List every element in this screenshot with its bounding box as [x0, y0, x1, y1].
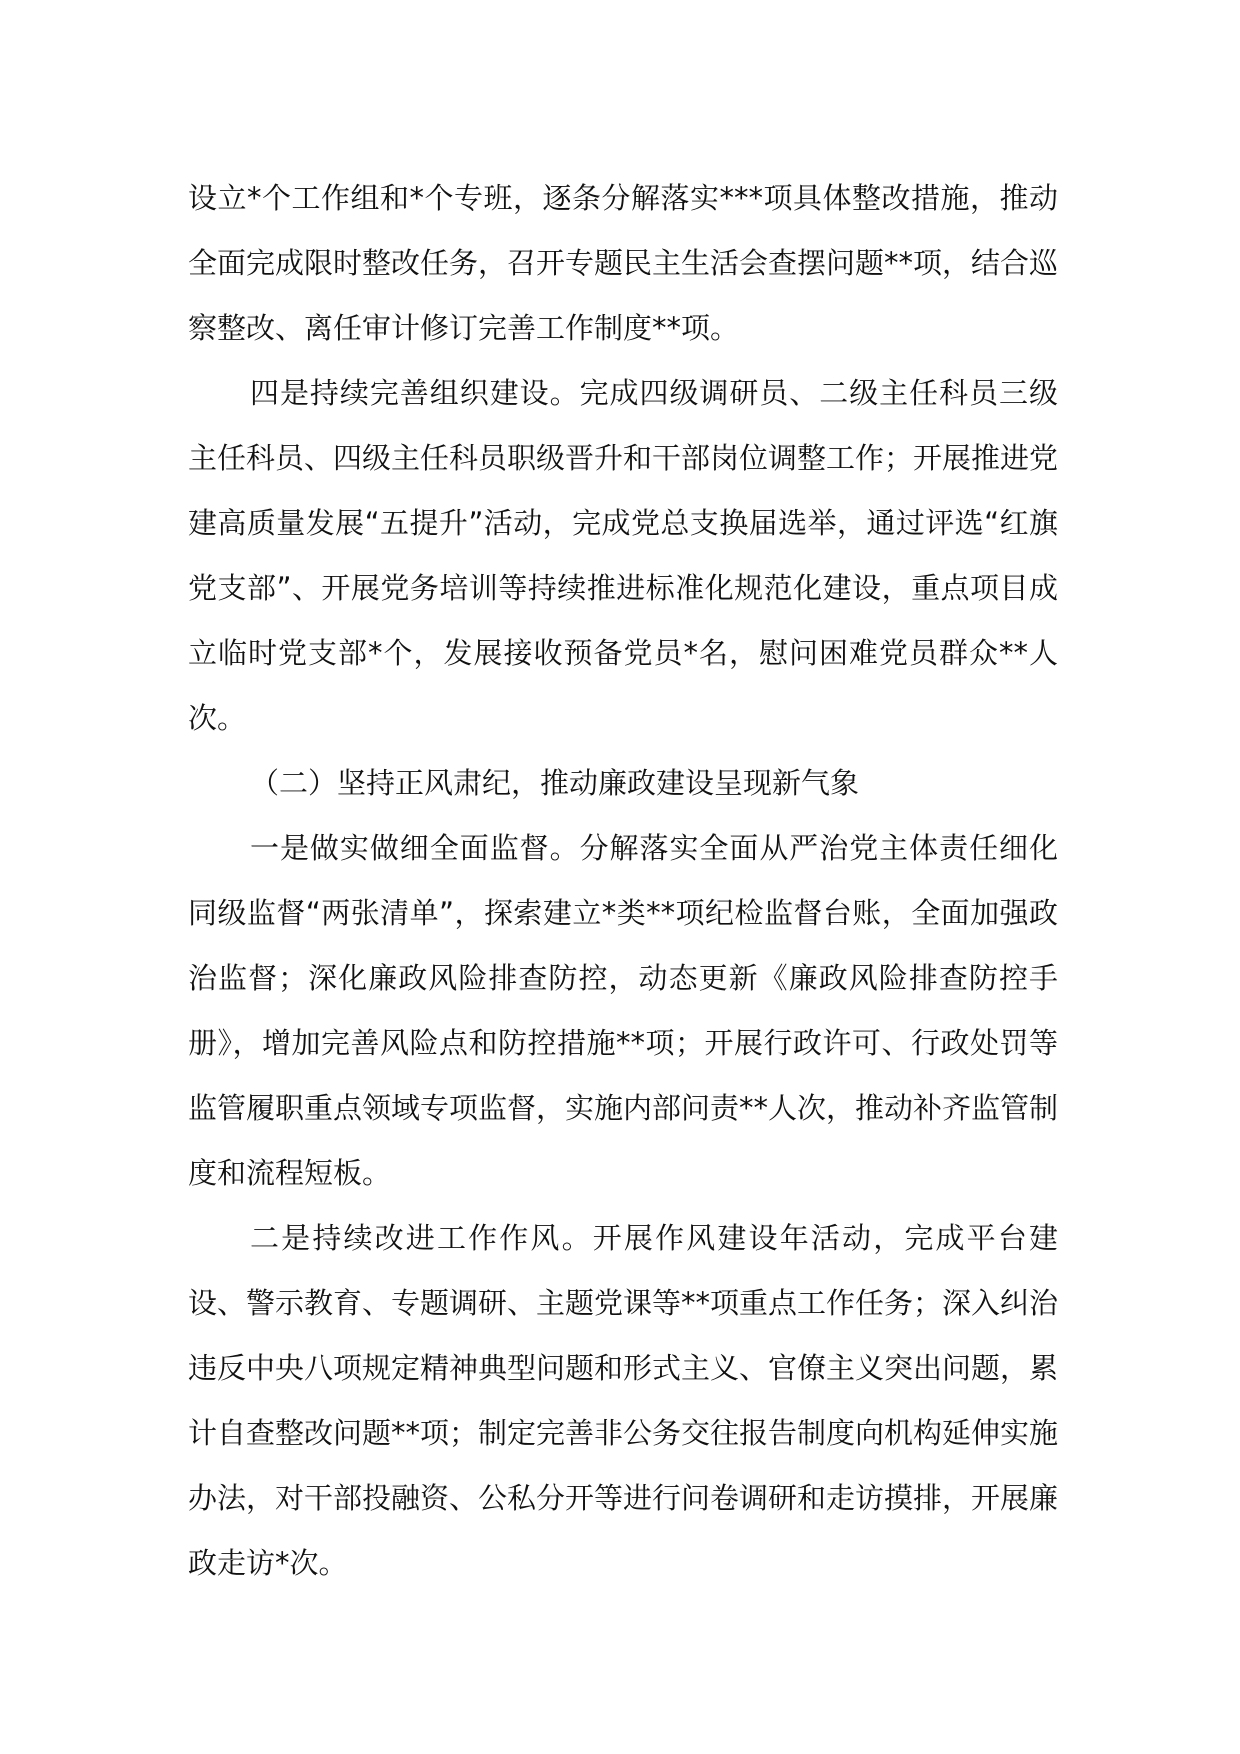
section-heading: （二）坚持正风肃纪，推动廉政建设呈现新气象	[250, 766, 860, 800]
document-body	[188, 166, 1058, 1596]
paragraph-work-style: 二是持续改进工作作风。开展作风建设年活动，完成平台建设、警示教育、专题调研、主题党课等**项重点工作任务；深入纠治违反中央八项规定精神典型问题和形式主义、官僚主义突出问题，累计自查整改问题**项；制定完善非公务交往报告制度向机构延伸实施办法，对干部投融资、公私分开等进行问卷调研和走访摸排，开展廉政走访*次。	[188, 1221, 1059, 1580]
paragraph-rectification: 设立*个工作组和*个专班，逐条分解落实***项具体整改措施，推动全面完成限时整改任务，召开专题民主生活会查摆问题**项，结合巡察整改、离任审计修订完善工作制度**项。	[188, 181, 1059, 345]
paragraph-organization-building: 四是持续完善组织建设。完成四级调研员、二级主任科员三级主任科员、四级主任科员职级晋升和干部岗位调整工作；开展推进党建高质量发展“五提升”活动，完成党总支换届选举，通过评选“红旗党支部”、开展党务培训等持续推进标准化规范化建设，重点项目成立临时党支部*个，发展接收预备党员*名，慰问困难党员群众**人次。	[188, 376, 1059, 735]
paragraph-supervision: 一是做实做细全面监督。分解落实全面从严治党主体责任细化同级监督“两张清单”，探索建立*类**项纪检监督台账，全面加强政治监督；深化廉政风险排查防控，动态更新《廉政风险排查防控手册》，增加完善风险点和防控措施**项；开展行政许可、行政处罚等监管履职重点领域专项监督，实施内部问责**人次，推动补齐监管制度和流程短板。	[188, 831, 1059, 1190]
